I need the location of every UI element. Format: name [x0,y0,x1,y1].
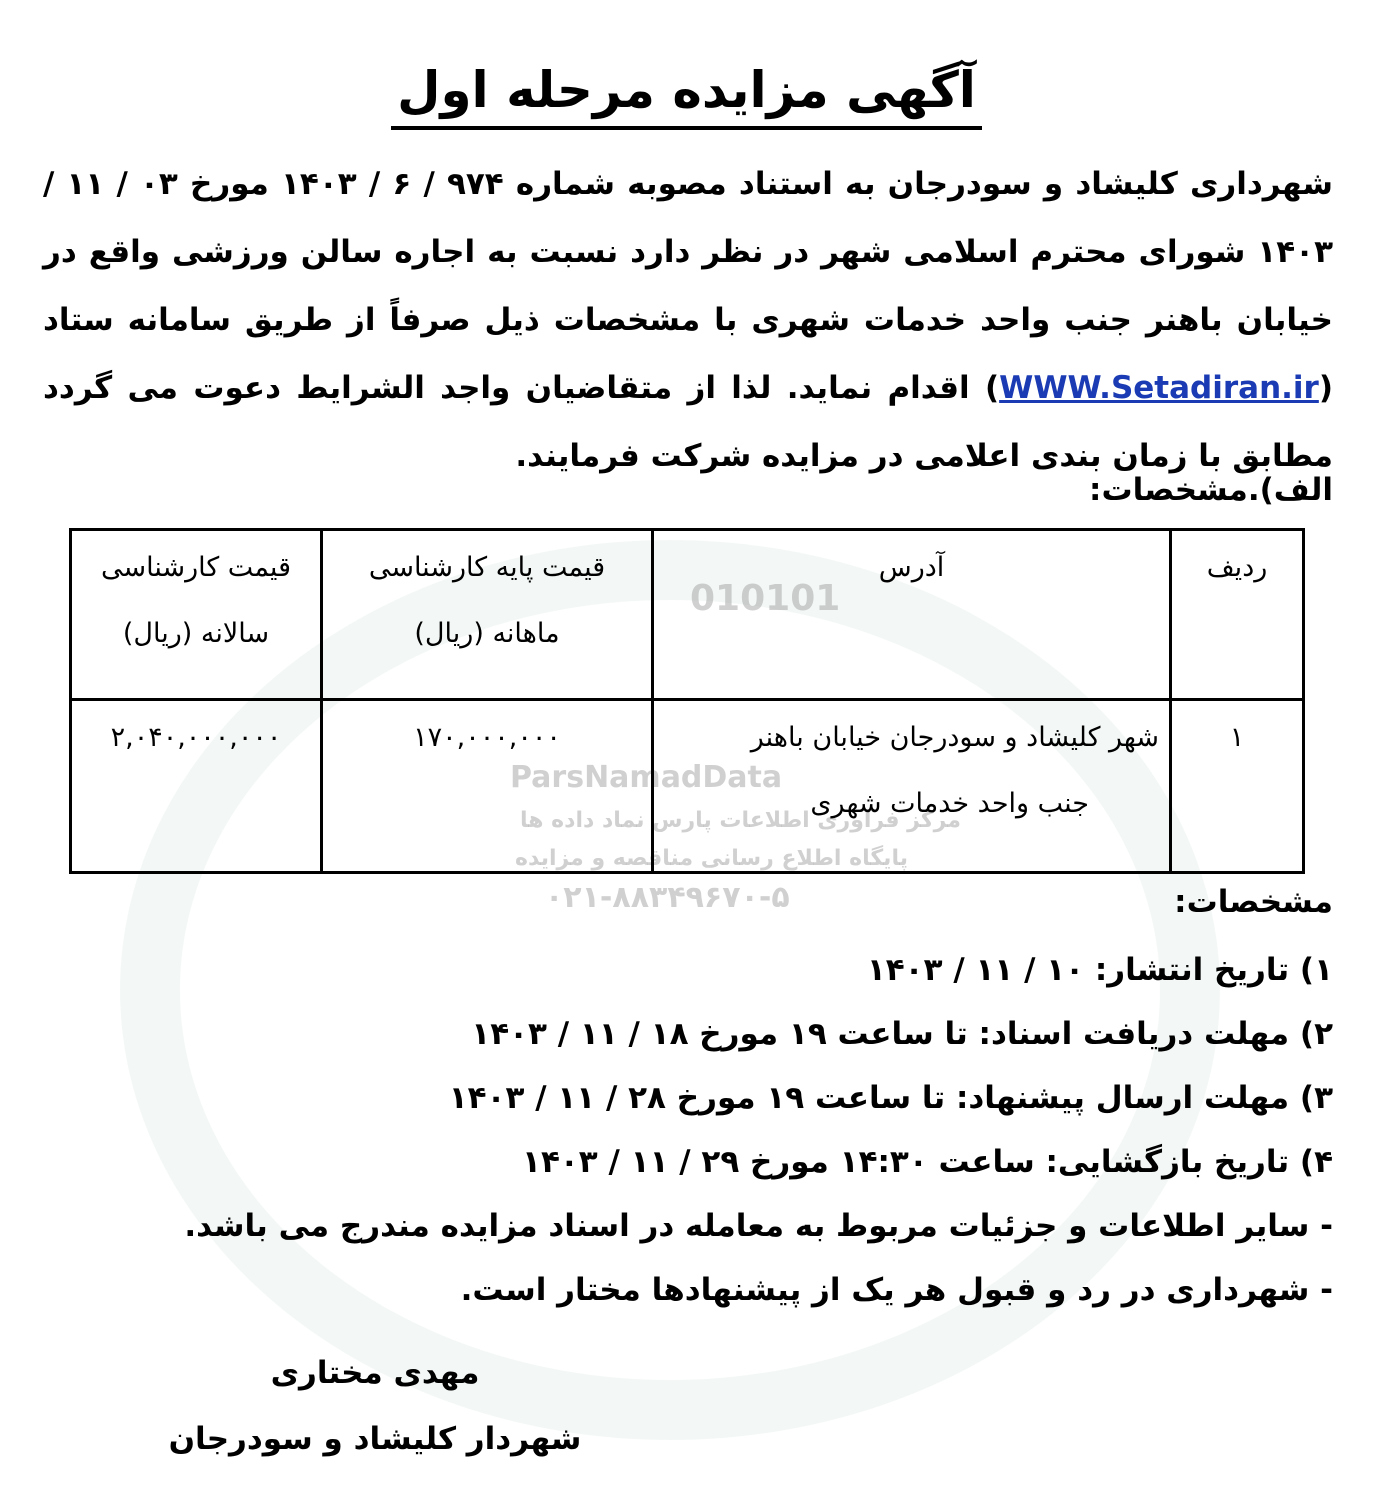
watermark-brand: ParsNamadData [510,760,783,795]
watermark-line1: مرکز فراوری اطلاعات پارس نماد داده ها [520,808,961,833]
cell-row-number: ۱ [1171,700,1304,873]
header-address: آدرس [653,530,1171,700]
section-a-heading: الف).مشخصات: [1089,472,1333,508]
list-item: ۴) تاریخ بازگشایی: ساعت ۱۴:۳۰ مورخ ۲۹ / ۱۱ / ۱۴۰۳ [522,1144,1333,1180]
intro-paragraph [43,150,1333,490]
signer-position: شهردار کلیشاد و سودرجان [168,1421,582,1457]
intro-text-before: شهرداری کلیشاد و سودرجان به استناد مصوبه شماره ۹۷۴ / ۶ / ۱۴۰۳ مورخ ۰۳ / ۱۱ / ۱۴۰۳ شورای محترم اسلامی شهر در نظر دارد نسبت به اجاره سالن ورزشی واقع در خیابان باهنر جنب واحد خدمات شهری با مشخصات ذیل صرفاً از طریق سامانه ستاد ( [43,166,1333,406]
watermark-line2: پایگاه اطلاع رسانی مناقصه و مزایده [515,846,908,871]
specs-list [43,938,1333,1322]
header-yearly-line1: قیمت کارشناسی [100,552,291,583]
list-item: ۳) مهلت ارسال پیشنهاد: تا ساعت ۱۹ مورخ ۲۸ / ۱۱ / ۱۴۰۳ [448,1080,1333,1116]
list-item: - سایر اطلاعات و جزئیات مربوط به معامله در اسناد مزایده مندرج می باشد. [184,1208,1333,1244]
cell-address-line2: جنب واحد خدمات شهری [810,788,1089,819]
header-monthly-line2: ماهانه (ریال) [414,618,560,649]
watermark-binary: 010101 [690,578,841,619]
header-yearly-price [71,530,322,700]
cell-monthly-price: ۱۷۰,۰۰۰,۰۰۰ [322,700,653,873]
table-row [71,700,1304,873]
watermark-phone: ۰۲۱-۸۸۳۴۹۶۷۰-۵ [545,880,790,915]
header-monthly-price [322,530,653,700]
page-title: آگهی مزایده مرحله اول [391,58,982,130]
header-row-number: ردیف [1171,530,1304,700]
setad-link[interactable]: WWW.Setadiran.ir [999,370,1319,406]
title-wrap [0,58,1373,130]
cell-address-line1: شهر کلیشاد و سودرجان خیابان باهنر [750,722,1159,753]
cell-yearly-price: ۲,۰۴۰,۰۰۰,۰۰۰ [71,700,322,873]
list-item: - شهرداری در رد و قبول هر یک از پیشنهادها مختار است. [460,1272,1333,1308]
list-item: ۱) تاریخ انتشار: ۱۰ / ۱۱ / ۱۴۰۳ [866,952,1333,988]
header-monthly-line1: قیمت پایه کارشناسی [368,552,606,583]
table-header-row [71,530,1304,700]
cell-address [653,700,1171,873]
spec-table [69,528,1305,874]
list-item: ۲) مهلت دریافت اسناد: تا ساعت ۱۹ مورخ ۱۸ / ۱۱ / ۱۴۰۳ [471,1016,1333,1052]
intro-text-after: ) اقدام نماید. لذا از متقاضیان واجد الشرایط دعوت می گردد مطابق با زمان بندی اعلامی در مزایده شرکت فرمایند. [43,370,1333,474]
signature-block [150,1340,600,1472]
signer-name: مهدی مختاری [270,1355,480,1391]
header-yearly-line2: سالانه (ریال) [122,618,270,649]
specs-heading: مشخصات: [1174,884,1333,920]
